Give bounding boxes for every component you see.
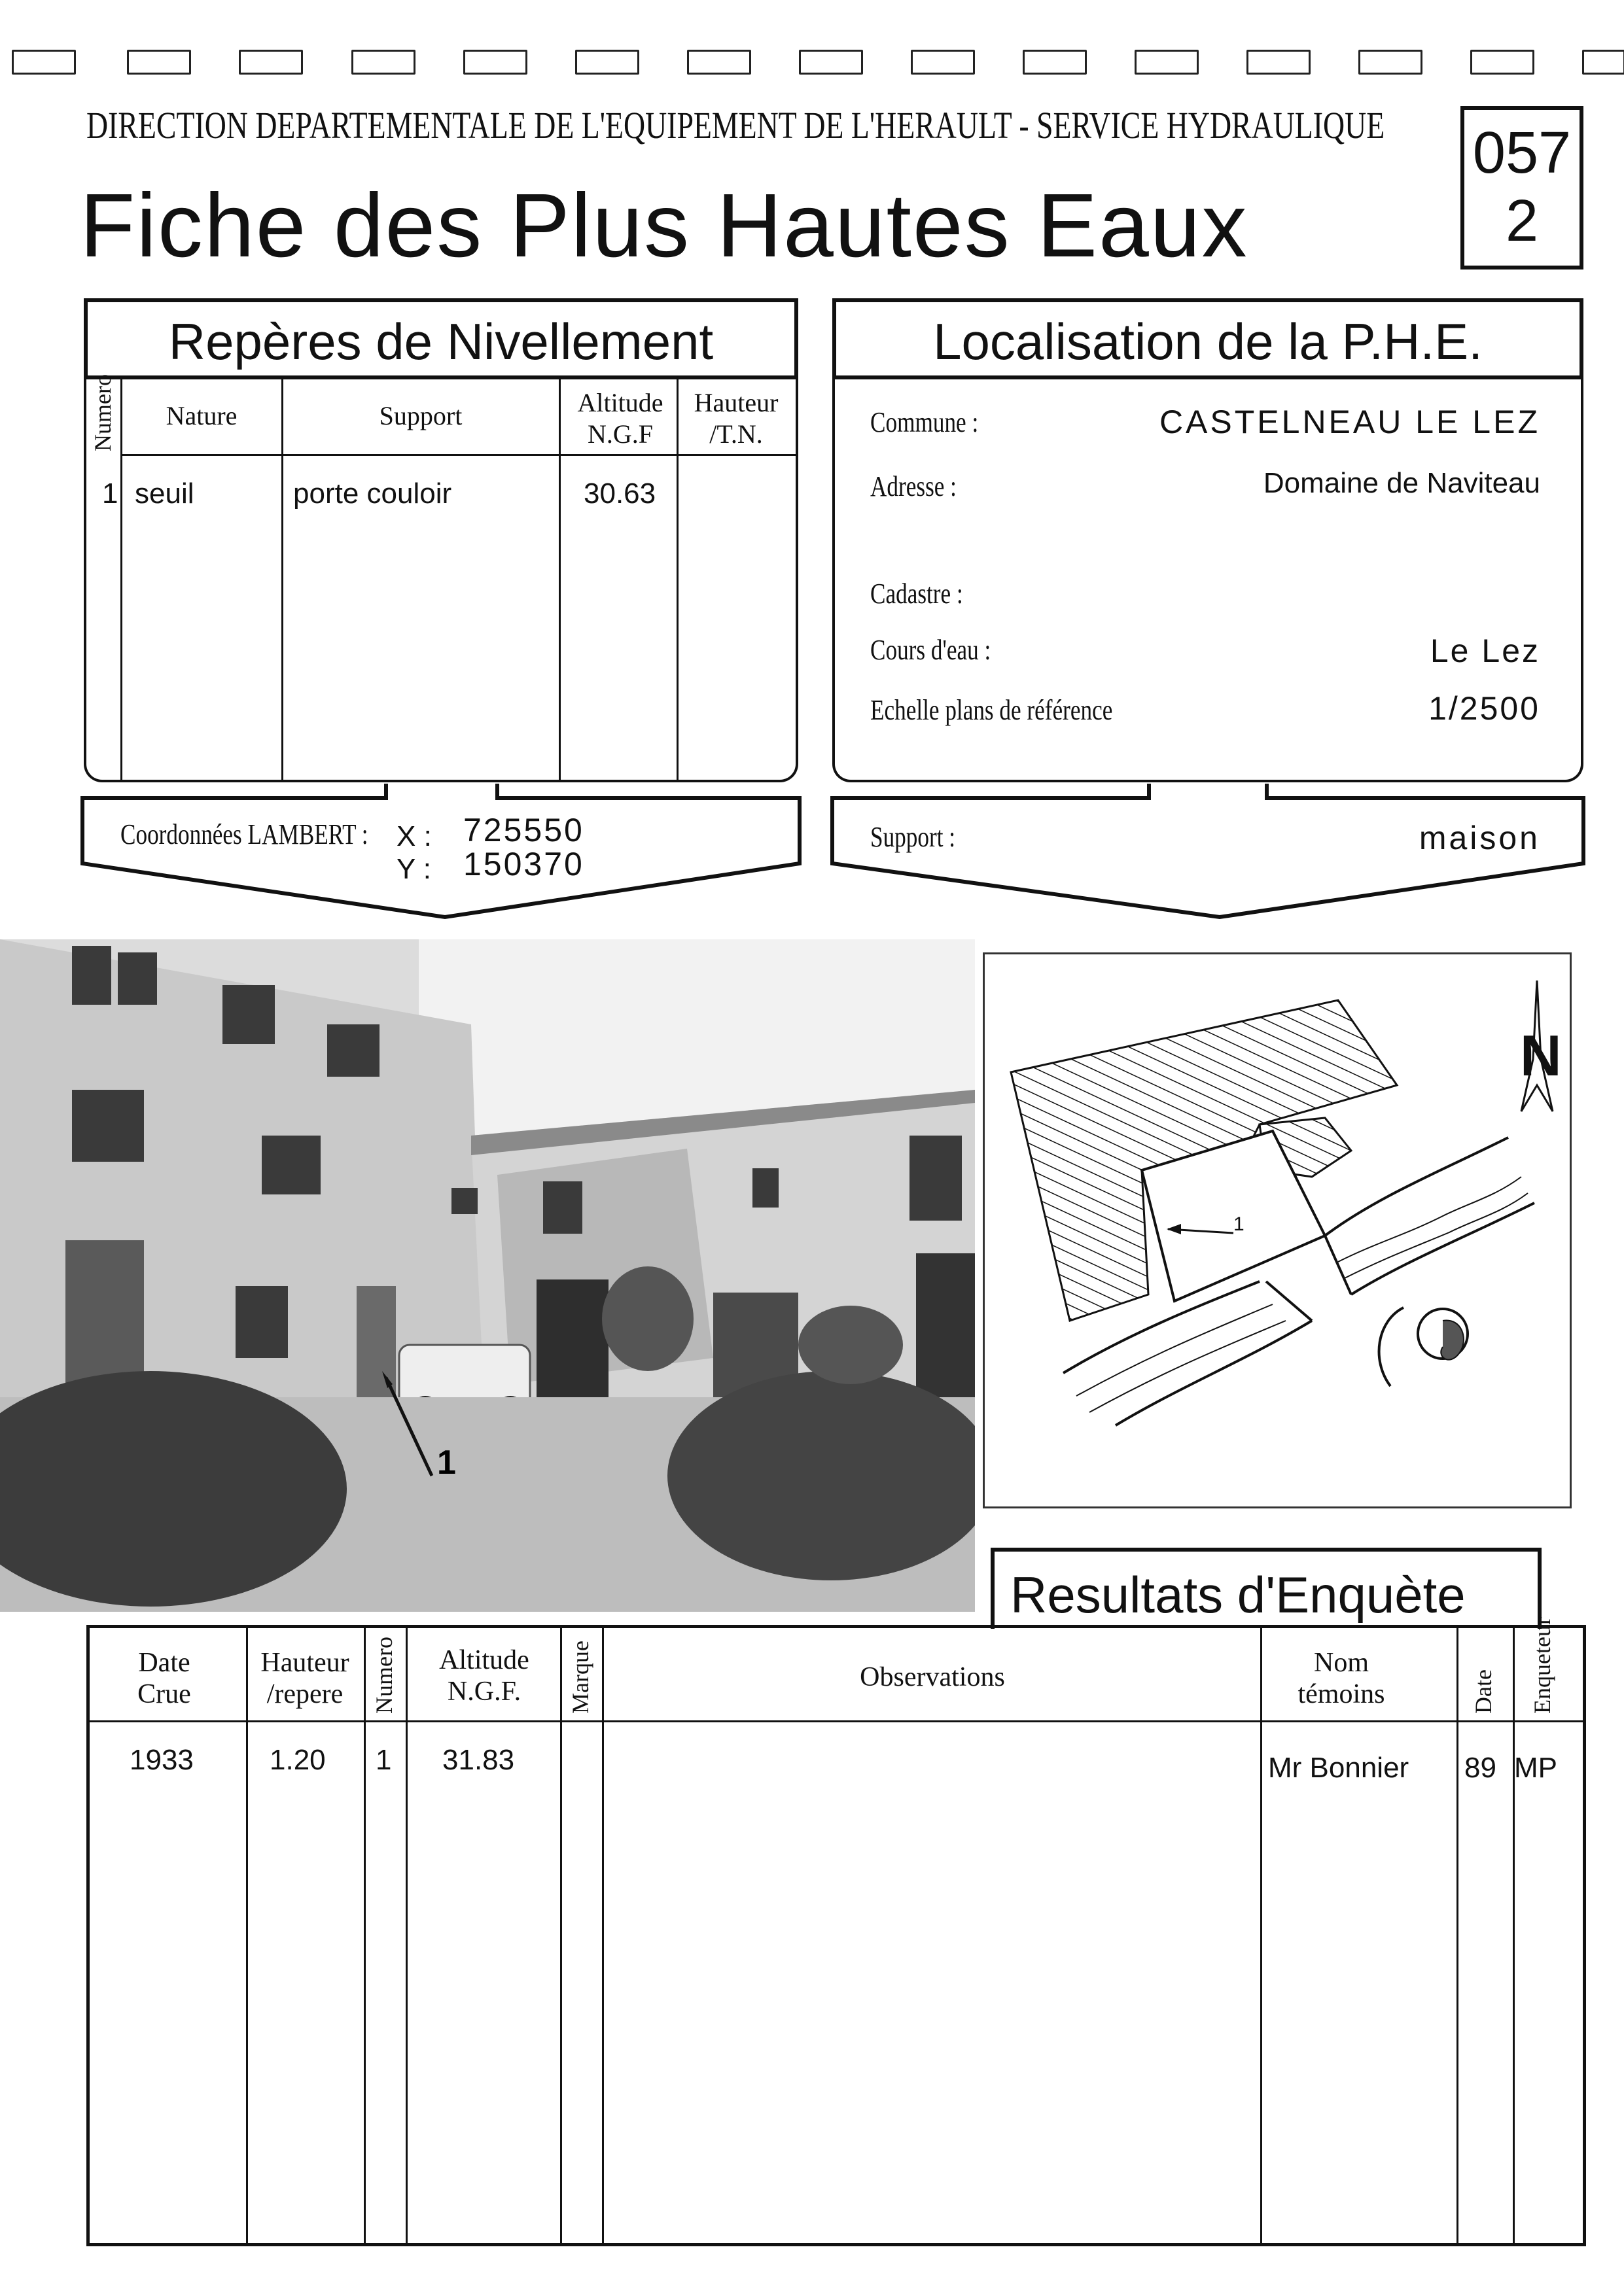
support-label: Support : [870,821,956,853]
echelle-label: Echelle plans de référence [870,694,1113,726]
reperes-title: Repères de Nivellement [168,313,714,370]
enquete-col-marque: Marque [567,1641,593,1714]
enquete-col-date: Date [1470,1669,1496,1714]
commune-label: Commune : [870,406,979,438]
agency-heading: DIRECTION DEPARTEMENTALE DE L'EQUIPEMENT DE L'HERAULT - SERVICE HYDRAULIQUE [86,104,1385,147]
reperes-row-numero: 1 [102,478,118,510]
enquete-table [86,1625,1586,2246]
enquete-title: Resultats d'Enquète [1010,1566,1466,1624]
lambert-y-label: Y : [397,853,432,885]
support-value: maison [1419,820,1540,856]
reperes-row-support: porte couloir [293,478,452,510]
enquete-row-date-crue: 1933 [130,1744,194,1776]
reperes-col-numero: Numero [90,374,116,451]
commune-value: CASTELNEAU LE LEZ [1159,404,1540,440]
lambert-label: Coordonnées LAMBERT : [120,818,368,850]
page-title: Fiche des Plus Hautes Eaux [80,175,1248,276]
site-plan [983,952,1572,1508]
reperes-title-box [84,298,798,379]
reperes-col-altitude: Altitude N.G.F [577,388,663,449]
lambert-y-value: 150370 [463,846,584,882]
adresse-value: Domaine de Naviteau [1263,467,1540,499]
lambert-x-label: X : [397,820,432,852]
file-code-top: 057 [1472,120,1572,186]
reperes-row-altitude: 30.63 [584,478,656,510]
adresse-label: Adresse : [870,470,957,502]
file-code-bottom: 2 [1505,188,1539,254]
enquete-row-date: 89 [1464,1752,1496,1784]
enquete-row-enqueteur: MP [1514,1752,1557,1784]
enquete-col-hauteur: Hauteur /repere [260,1648,349,1709]
enquete-col-numero: Numero [371,1637,397,1714]
enquete-col-observations: Observations [860,1662,1005,1692]
localisation-title: Localisation de la P.H.E. [933,313,1483,370]
north-label: N [1520,1023,1562,1088]
reperes-col-hauteur: Hauteur /T.N. [694,388,779,449]
plan-marker: 1 [1233,1213,1244,1235]
cours-eau-label: Cours d'eau : [870,634,991,666]
reperes-row-nature: seuil [135,478,194,510]
file-code-box [1460,106,1583,270]
enquete-row-hauteur: 1.20 [270,1744,326,1776]
plan-drawing [985,954,1571,1508]
enquete-col-enqueteur: Enqueteur [1529,1617,1555,1714]
reperes-col-nature: Nature [166,401,238,430]
lambert-box [79,778,805,929]
enquete-row-altitude: 31.83 [442,1744,515,1776]
enquete-col-date-crue: Date Crue [137,1648,191,1709]
cadastre-label: Cadastre : [870,578,963,610]
reperes-col-support: Support [379,401,463,430]
photo-marker: 1 [437,1444,456,1482]
localisation-title-box [832,298,1583,379]
site-photo [0,939,975,1612]
photo-scene [0,939,975,1612]
enquete-row-numero: 1 [376,1744,392,1776]
enquete-col-nom: Nom témoins [1297,1648,1385,1709]
lambert-x-value: 725550 [463,812,584,848]
enquete-col-altitude: Altitude N.G.F. [439,1645,529,1707]
enquete-row-nom: Mr Bonnier [1268,1752,1409,1784]
echelle-value: 1/2500 [1428,690,1540,727]
enquete-title-box [991,1548,1542,1629]
cours-eau-value: Le Lez [1430,633,1540,669]
